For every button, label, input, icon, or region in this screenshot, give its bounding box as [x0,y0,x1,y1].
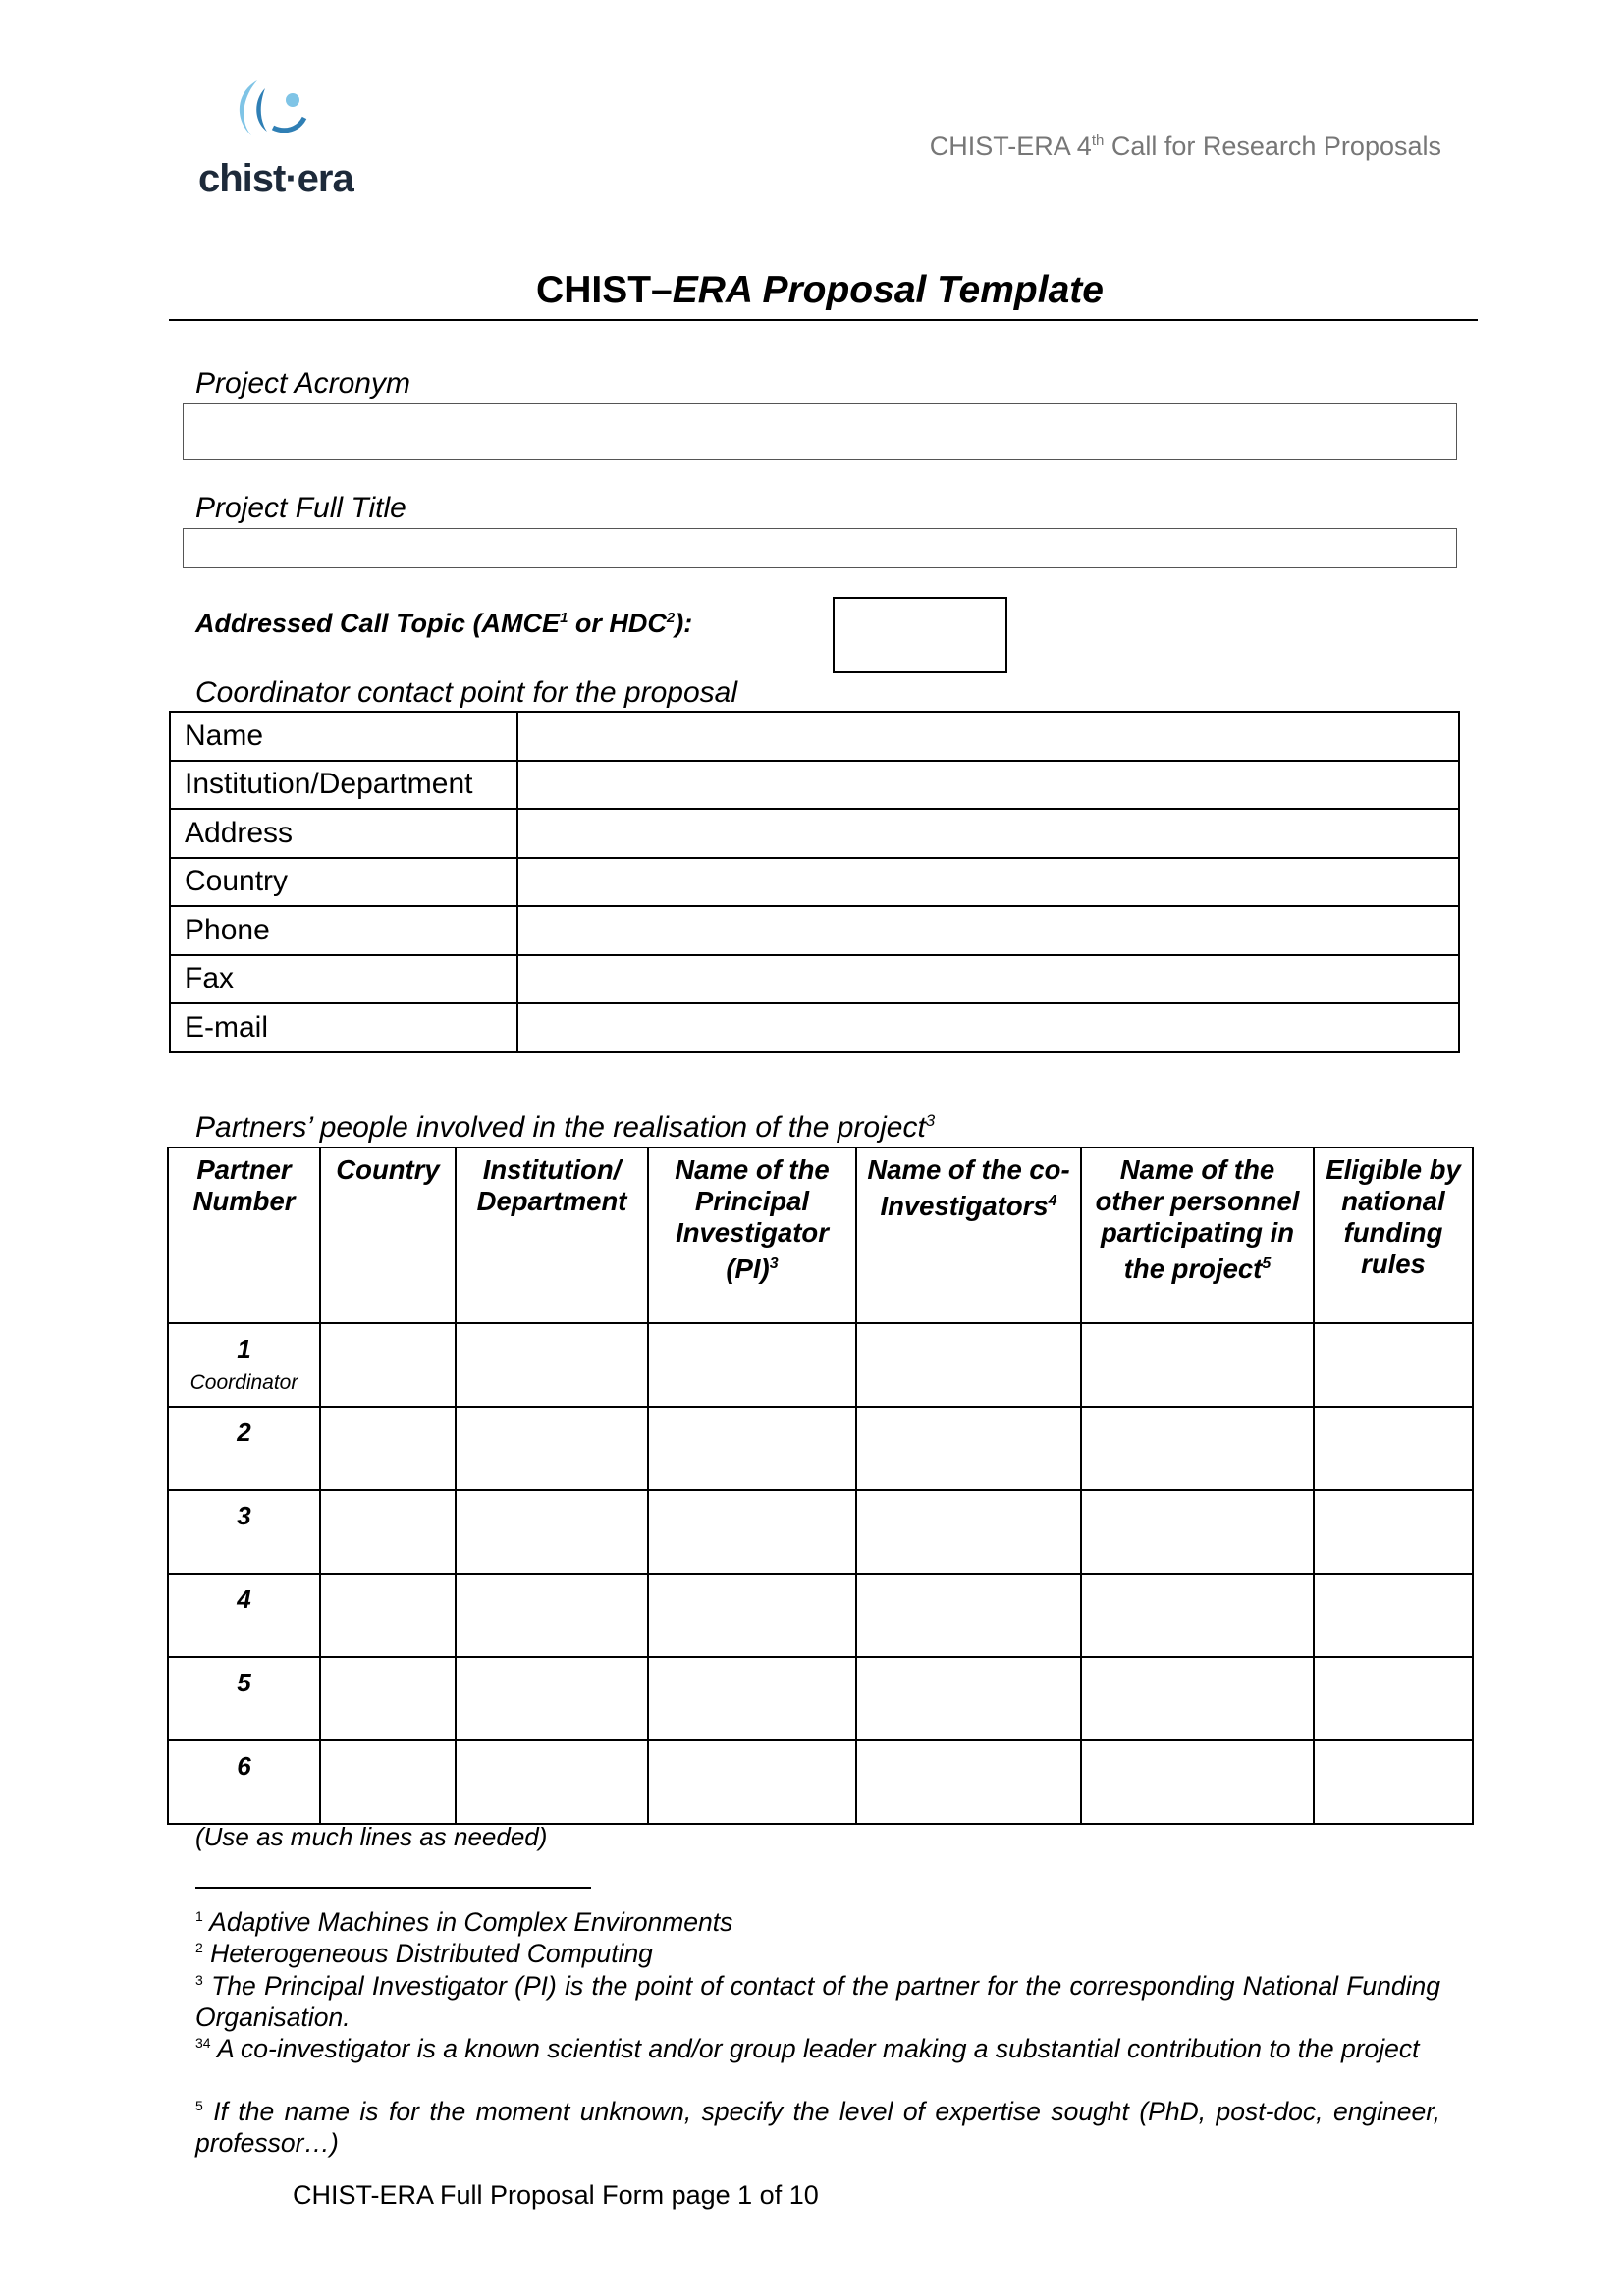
coordinator-label: Phone [170,906,517,955]
partner-cell[interactable] [648,1407,856,1490]
partner-cell[interactable] [320,1740,456,1824]
partner-cell[interactable] [648,1490,856,1574]
coordinator-row-institution [170,761,1459,810]
header-principal-investigator: Name of the Principal Investigator (PI)$^3$ [648,1148,856,1323]
coordinator-section-label: Coordinator contact point for the proposal [195,676,737,709]
coordinator-value-field[interactable] [517,858,1459,907]
partner-cell[interactable] [856,1490,1081,1574]
coordinator-label: Country [170,858,517,907]
coordinator-value-field[interactable] [517,1003,1459,1052]
coordinator-row-fax [170,955,1459,1004]
partner-cell[interactable] [456,1490,648,1574]
header-institution: Institution/ Department [456,1148,648,1323]
partner-number-cell: 5 [168,1657,320,1740]
partner-row [168,1657,1473,1740]
call-topic-label: Addressed Call Topic (AMCE$^1$ or HDC$^2$): [195,609,693,638]
partner-cell[interactable] [648,1657,856,1740]
partner-cell[interactable] [1081,1407,1314,1490]
coordinator-table [169,711,1460,1053]
partner-number-cell: 3 [168,1490,320,1574]
partner-cell[interactable] [1314,1740,1473,1824]
call-header: CHIST-ERA 4th Call for Research Proposals [929,132,1441,161]
coordinator-row-phone [170,906,1459,955]
coordinator-note: Coordinator [189,1371,298,1394]
partner-cell[interactable] [1081,1657,1314,1740]
partner-number-cell: 6 [168,1740,320,1824]
partners-table [167,1147,1474,1825]
partner-cell[interactable] [1081,1574,1314,1657]
footnote-2: $^2$ Heterogeneous Distributed Computing [195,1938,653,1968]
partners-header-row [168,1148,1473,1323]
partner-cell[interactable] [1314,1657,1473,1740]
coordinator-label: Fax [170,955,517,1004]
header-country: Country [320,1148,456,1323]
partner-cell[interactable] [320,1490,456,1574]
partner-cell[interactable] [856,1323,1081,1407]
coordinator-row-address [170,809,1459,858]
coordinator-label: Name [170,712,517,761]
partner-cell[interactable] [456,1407,648,1490]
partner-cell[interactable] [1081,1740,1314,1824]
partner-row [168,1740,1473,1824]
logo-swoosh-inner [256,88,267,132]
coordinator-value-field[interactable] [517,906,1459,955]
document-title: CHIST–ERA Proposal Template [536,269,1104,311]
partner-cell[interactable] [1081,1323,1314,1407]
coordinator-value-field[interactable] [517,809,1459,858]
partner-cell[interactable] [320,1323,456,1407]
partner-cell[interactable] [1314,1574,1473,1657]
logo-dot [286,93,299,107]
header-eligible: Eligible by national funding rules [1314,1148,1473,1323]
header-partner-number: Partner Number [168,1148,320,1323]
logo-arc [273,118,304,131]
coordinator-label: Institution/Department [170,761,517,810]
partner-cell[interactable] [856,1657,1081,1740]
partner-cell[interactable] [456,1323,648,1407]
call-topic-field[interactable] [833,597,1007,673]
partner-cell[interactable] [856,1574,1081,1657]
partner-cell[interactable] [648,1740,856,1824]
partner-cell[interactable] [456,1657,648,1740]
coordinator-label: E-mail [170,1003,517,1052]
partner-cell[interactable] [1314,1490,1473,1574]
coordinator-value-field[interactable] [517,955,1459,1004]
coordinator-label: Address [170,809,517,858]
partner-row [168,1407,1473,1490]
partner-number-cell: 1 Coordinator [168,1323,320,1407]
partners-section-label: Partners’ people involved in the realisation of the project$^3$ [195,1111,936,1144]
footnote-4: $^{34}$ A co-investigator is a known scientist and/or group leader making a substantial contribution to the project [195,2033,1420,2063]
coordinator-value-field[interactable] [517,761,1459,810]
partner-cell[interactable] [456,1740,648,1824]
partner-number-cell: 2 [168,1407,320,1490]
footnote-rule [195,1887,591,1889]
partner-cell[interactable] [856,1407,1081,1490]
footnote-5: $^5$ If the name is for the moment unknown, specify the level of expertise sought (PhD, post-doc, engineer, professor…) [195,2096,1440,2158]
page-footer: CHIST-ERA Full Proposal Form page 1 of 10 [293,2180,819,2210]
partner-cell[interactable] [856,1740,1081,1824]
title-rule [169,319,1478,321]
coordinator-row-name [170,712,1459,761]
partner-cell[interactable] [1314,1323,1473,1407]
footnote-3: $^3$ The Principal Investigator (PI) is the point of contact of the partner for the corresponding National Funding Organisation. [195,1970,1440,2032]
coordinator-value-field[interactable] [517,712,1459,761]
header-co-investigators: Name of the co-Investigators$^4$ [856,1148,1081,1323]
partner-row [168,1323,1473,1407]
use-lines-note: (Use as much lines as needed) [195,1822,548,1851]
partner-row [168,1490,1473,1574]
partner-cell[interactable] [1081,1490,1314,1574]
partner-cell[interactable] [1314,1407,1473,1490]
logo-wordmark: chist·era [198,157,353,200]
partner-cell[interactable] [456,1574,648,1657]
footnote-1: $^1$ Adaptive Machines in Complex Environments [195,1906,733,1937]
partner-cell[interactable] [320,1657,456,1740]
partner-cell[interactable] [648,1323,856,1407]
project-acronym-field[interactable] [183,403,1457,460]
coordinator-row-email [170,1003,1459,1052]
project-full-title-field[interactable] [183,528,1457,568]
coordinator-row-country [170,858,1459,907]
header-other-personnel: Name of the other personnel participating in the project$^5$ [1081,1148,1314,1323]
partner-cell[interactable] [320,1574,456,1657]
logo-swoosh-outer [240,80,257,135]
partner-cell[interactable] [648,1574,856,1657]
project-full-title-label: Project Full Title [195,492,406,524]
partner-cell[interactable] [320,1407,456,1490]
partner-row [168,1574,1473,1657]
project-acronym-label: Project Acronym [195,367,410,400]
partner-number-cell: 4 [168,1574,320,1657]
